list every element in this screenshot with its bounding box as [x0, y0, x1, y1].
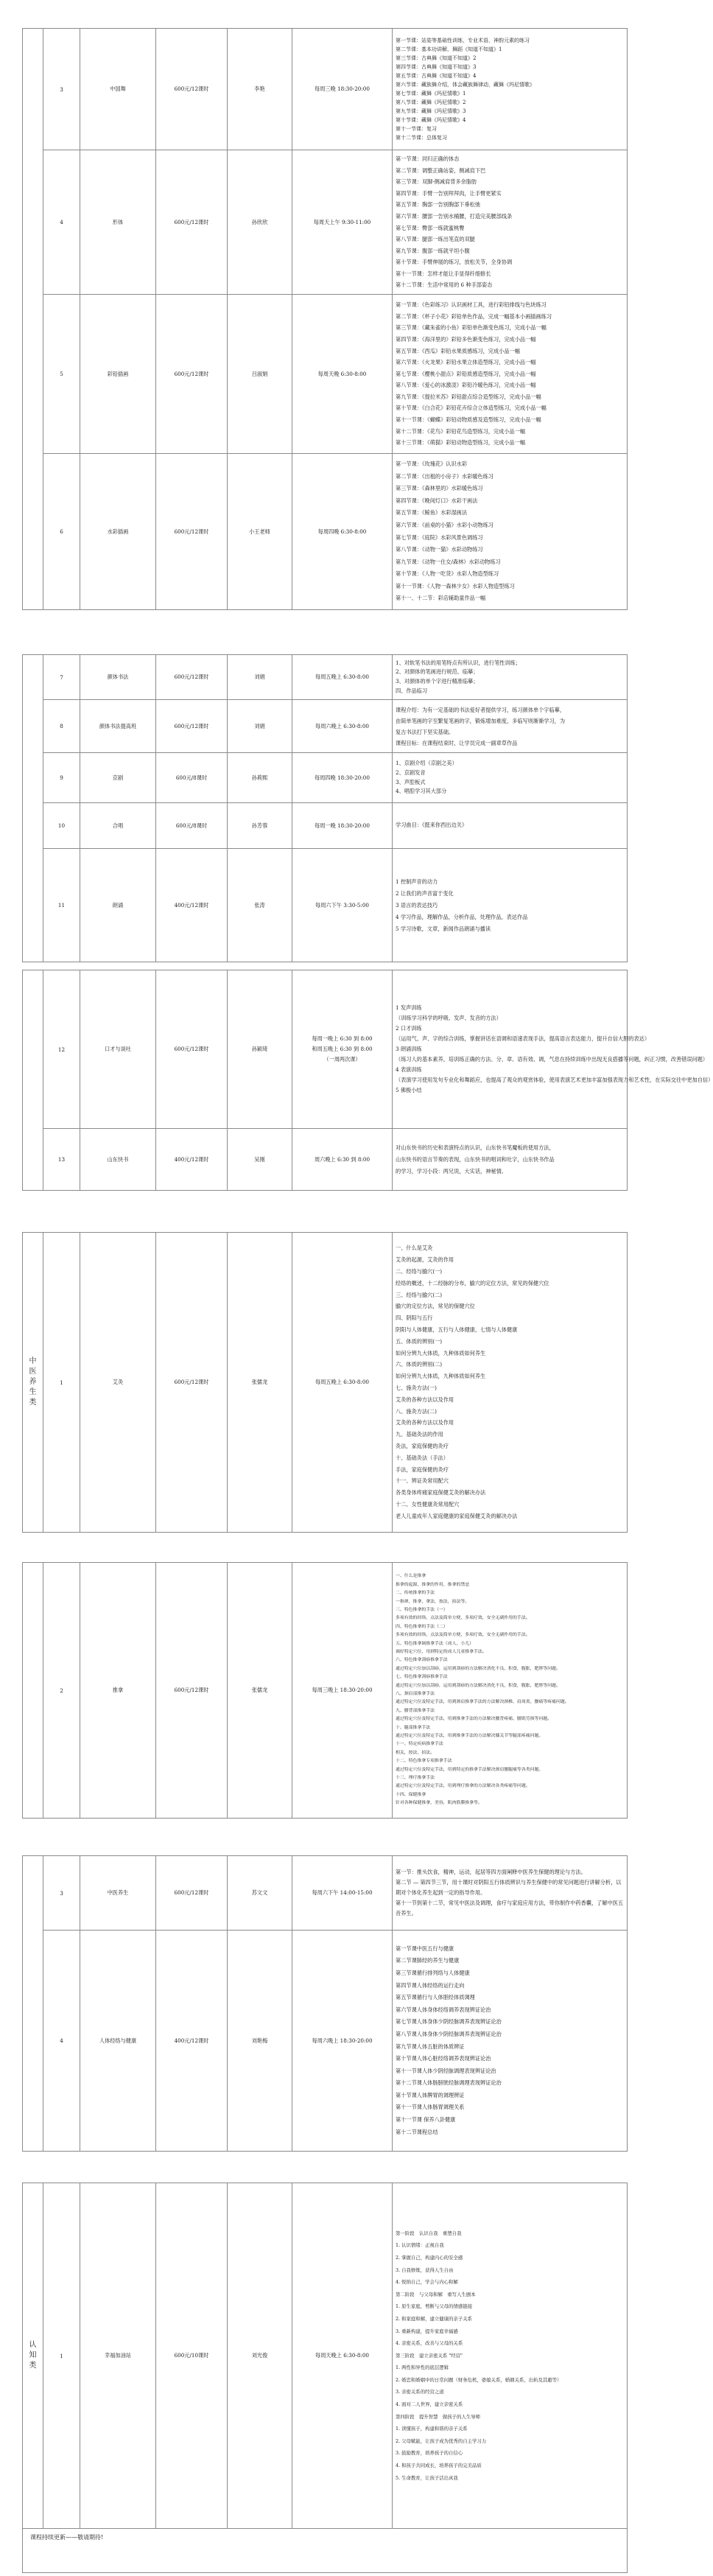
- course-time: 每周天晚 6:30-8:00: [292, 295, 393, 453]
- content-line: 调好特定穴位，用到特定的成人儿童推拿手法。: [396, 1649, 487, 1654]
- content-line: 1 控制声音的动力: [396, 878, 438, 885]
- course-fee: 600元/12课时: [156, 970, 228, 1128]
- content-line: 第三阶段 建立亲密关系 "经营": [396, 2352, 463, 2359]
- content-line: 二、经络与腧穴(一): [396, 1268, 443, 1275]
- content-line: 十一、特定疾病推拿手法: [396, 1742, 443, 1747]
- content-line: 第五节课：《西瓜》彩铅水果质感练习，完成小品一幅: [396, 347, 520, 354]
- content-line: 第九节课：腹部一练就平坦小腹: [396, 247, 470, 254]
- table-row: [43, 1930, 627, 2151]
- content-line: 第九节课：藏舞《玛尼情歌》3: [396, 108, 466, 114]
- content-line: 2 口才训练: [396, 1025, 422, 1032]
- table-row: [43, 848, 627, 962]
- course-content: [393, 1233, 627, 1532]
- course-number: 6: [43, 454, 80, 609]
- content-line: 第八节课：《爱心的冰激凌》彩铅冷暖色练习，完成小品一幅: [396, 382, 536, 389]
- course-fee: 600元/12课时: [156, 29, 228, 150]
- course-name: 颜体书法提高班: [80, 700, 156, 752]
- course-table-block-6: [22, 1855, 628, 2152]
- content-line: 第七节课：《庭院》水彩风景色调练习: [396, 533, 483, 541]
- content-line: 第二节课：调整正确站姿，侧减肩下巴: [396, 167, 486, 174]
- course-content: [393, 655, 627, 699]
- course-content: [393, 753, 627, 802]
- course-time: 每周三晚上 18:30-20:00: [292, 1563, 393, 1818]
- course-table-block-1: [22, 28, 628, 610]
- content-line: 第二节 — 第四节三节，用十课时对阴阳五行体质辨识与养生保健中的常见问题进行讲解分析，以期对个体化养生起到一定的指导作用。: [396, 1879, 622, 1896]
- course-table-block-4: [22, 1232, 628, 1533]
- course-fee: 600元/8课时: [156, 803, 228, 848]
- content-line: 经络的概述，十二经脉的分布，腧穴的定位方法，常见的保健穴位: [396, 1279, 549, 1287]
- content-line: 第十一、十二节：彩店辅助童作品一幅: [396, 595, 486, 602]
- content-line: 第二阶段 与父母和解 重写人生剧本: [396, 2291, 476, 2297]
- content-line: 多项有效的经络，点法及简单方便，多项疗效，安全无副作用的手法。: [396, 1616, 530, 1621]
- course-name: 幸福加油站: [80, 2183, 156, 2528]
- course-name: 水彩插画: [80, 454, 156, 609]
- course-name: 颜体书法: [80, 655, 156, 699]
- course-fee: 600元/12课时: [156, 454, 228, 609]
- content-line: 五、特色推拿调推拿手法（成人、小儿）: [396, 1641, 474, 1646]
- course-table-block-2: [22, 654, 628, 962]
- course-fee: 600元/12课时: [156, 150, 228, 294]
- content-line: 灸法，家庭保健的灸疗: [396, 1442, 449, 1449]
- content-line: 1. 两性和异性的底层逻辑: [396, 2365, 449, 2371]
- course-teacher: 张儒龙: [228, 1563, 292, 1818]
- content-line: （训练学习科学的呼吸、发声、发音的方法）: [396, 1015, 502, 1021]
- course-time: 每周六下午 3:30-5:00: [292, 849, 393, 962]
- content-line: 五、体质的辨别(一): [396, 1337, 443, 1345]
- content-line: 腧穴的定位方法，常见的保健穴位: [396, 1303, 475, 1310]
- course-time: 周六晚上 6:30 到 8:00: [292, 1129, 393, 1190]
- course-time: 每周天上午 9:30-11:00: [292, 150, 393, 294]
- content-line: 第八节课：腿部一练出笔直的双腿: [396, 236, 475, 243]
- content-line: 第三节课：双脚·侧减肩背多余脂肪: [396, 178, 477, 186]
- content-line: 第九节课：《动物一仕女/森林》水彩动物练习: [396, 558, 501, 565]
- course-fee: 600元/12课时: [156, 1856, 228, 1930]
- content-line: 3 朗诵训练: [396, 1046, 422, 1052]
- table-row: [43, 29, 627, 150]
- content-line: 第十一节课人体肠胃调理关系: [396, 2104, 465, 2111]
- content-line: 艾灸的各种方法以及作用: [396, 1396, 454, 1403]
- content-line: 推拿的起源，推拿的作用，推拿的禁忌: [396, 1582, 470, 1587]
- content-line: 第一节课：站姿等基础性训练，专业术语，神韵元素的练习: [396, 38, 530, 43]
- category-cell: [23, 29, 43, 609]
- course-table-block-7: [22, 2183, 628, 2529]
- content-line: 第一节课：同归正确的体态: [396, 155, 460, 162]
- content-line: 十四、保健推拿: [396, 1792, 426, 1797]
- content-line: 4. 和孩子共同成长，培养孩子的完美品质: [396, 2463, 482, 2469]
- content-line: 一指禅，推拿，拿法，按法，拍法等。: [396, 1599, 470, 1604]
- content-line: 六、特色推拿刮痧推拿手法: [396, 1658, 448, 1663]
- content-line: 第十一节课：复习: [396, 126, 437, 132]
- content-line: 第十节课人体心脏经络调养表现辨证论治: [396, 2055, 491, 2062]
- content-line: 4、唱腔学习其大部分: [396, 788, 447, 795]
- course-time: 每周五晚上 6:30-8:00: [292, 655, 393, 699]
- content-line: 第十节课：手臂伸展的练习，放松关节，全身协调: [396, 259, 513, 266]
- content-line: 5. 生命教育，让孩子活出真我: [396, 2474, 458, 2481]
- content-line: 第八节课：藏舞《玛尼情歌》2: [396, 99, 466, 105]
- content-line: 第七节课：臀部一练就蜜桃臀: [396, 224, 465, 231]
- content-line: 通过特定穴位加以刮痧，运用到刮痧的方法解决消化不良，积食，腹胀，肥胖等问题。: [396, 1666, 561, 1671]
- table-row: [43, 453, 627, 609]
- category-cell: 中医养生类: [23, 1233, 43, 1532]
- course-fee: 600元/12课时: [156, 295, 228, 453]
- content-line: 第九节课：《提拉米苏》彩铅甜点综合造型练习，完成小品一幅: [396, 393, 541, 400]
- content-line: 第十二节课人体肠膀胱经脉调理表现辨证论治: [396, 2079, 502, 2087]
- content-line: 1. 认识情绪：正视自我: [396, 2242, 444, 2249]
- course-name: 中医养生: [80, 1856, 156, 1930]
- content-line: 六、体质的辨别(二): [396, 1361, 443, 1368]
- course-time: 每周四晚 18:30-20:00: [292, 753, 393, 802]
- content-line: 通过特定穴位及特定手法，用到特定的推拿手法解决颈肩腰腿痛等各类问题。: [396, 1767, 544, 1772]
- course-teacher: 刘娟: [228, 700, 292, 752]
- content-line: 4. 悦纳自己，学会与内心和解: [396, 2279, 458, 2286]
- content-line: 艾灸的起源，艾灸的作用: [396, 1256, 454, 1264]
- content-line: 4 学习作品，理解作品，分析作品，处理作品，表达作品: [396, 913, 528, 920]
- course-time: 每周五晚上 6:30-8:00: [292, 1233, 393, 1532]
- course-number: 3: [43, 29, 80, 150]
- content-line: 第十二节课：生活中常用的 6 种手部姿态: [396, 281, 493, 289]
- content-line: 第八节课人体身体少阴经脉调养表现辨证论治: [396, 2030, 502, 2037]
- table-row: [43, 802, 627, 848]
- course-name: 合唱: [80, 803, 156, 848]
- content-line: 四、作品临习: [396, 687, 428, 694]
- content-line: 3、声腔板式: [396, 778, 426, 785]
- course-name: 山东快书: [80, 1129, 156, 1190]
- content-line: 三、特色推拿的手法（一）: [396, 1607, 448, 1612]
- content-line: 第五节课：《鲸鱼》水彩湿画法: [396, 509, 468, 517]
- category-cell: [23, 1563, 43, 1818]
- course-content: [393, 2183, 627, 2528]
- course-content: [393, 295, 627, 453]
- course-number: 11: [43, 849, 80, 962]
- content-line: 多项有效的经络，点法及简单方便，多项疗效，安全无副作用的手法。: [396, 1633, 530, 1638]
- table-row: [43, 1563, 627, 1818]
- content-line: 第十节课：藏舞《玛尼情歌》4: [396, 117, 466, 123]
- course-content: [393, 1129, 627, 1190]
- course-number: 4: [43, 150, 80, 294]
- content-line: 第八节课：《动物一猫》水彩动物练习: [396, 546, 483, 553]
- table-row: [43, 752, 627, 802]
- content-line: 1 发声训练: [396, 1004, 422, 1011]
- content-line: 第十一节课人体少阴经脉调理表现辨证论治: [396, 2067, 496, 2074]
- content-line: 七、施灸方法(一): [396, 1385, 437, 1391]
- content-line: 2 让我们的声音富于变化: [396, 889, 454, 897]
- course-teacher: 张涛: [228, 849, 292, 962]
- content-line: 3、对颜体的单个字进行精准临摹；: [396, 678, 479, 685]
- course-teacher: 刘光俊: [228, 2183, 292, 2528]
- content-line: 第四节课：《晚间灯口》水彩干画法: [396, 497, 478, 504]
- course-number: 8: [43, 700, 80, 752]
- content-line: 如何分辨九大体质，九种体质如何养生: [396, 1373, 486, 1380]
- course-name: 口才与谈吐: [80, 970, 156, 1128]
- content-line: 第三节课：古典舞《知道不知道》2: [396, 55, 477, 61]
- course-teacher: 孙莉熙: [228, 753, 292, 802]
- course-fee: 600元/12课时: [156, 1563, 228, 1818]
- content-line: 八、颈肩部推拿手法: [396, 1692, 435, 1696]
- content-line: 第十三节课：《萌猫》彩铅动物造型练习，完成小品一幅: [396, 439, 526, 447]
- content-line: 一、什么是艾灸: [396, 1245, 433, 1252]
- content-line: 第四节课：手臂一告别拜拜肉，让手臂更紧实: [396, 189, 502, 197]
- course-name: 朗诵: [80, 849, 156, 962]
- course-content: [393, 803, 627, 848]
- course-name: 彩铅插画: [80, 295, 156, 453]
- content-line: 第五节课：胸部一告别胸部下垂松弛: [396, 201, 481, 209]
- content-line: 第三节课：《森林里的》水彩暖色练习: [396, 485, 483, 492]
- content-line: 第一节：推头饮食，精神，运动，起居等四方面阐释中医养生保健的理论与方法。: [396, 1869, 586, 1875]
- content-line: 艾灸的各种方法以及作用: [396, 1419, 454, 1427]
- content-line: 课程介绍：为有一定基础的书法爱好者提供学习，练习颜体单个字临摹，: [396, 706, 566, 713]
- content-line: 老人儿童成年人家庭健康的家庭保健艾灸的解决办法: [396, 1512, 518, 1519]
- course-content: [393, 1931, 627, 2151]
- course-time: 每周三晚 18:30-20:00: [292, 29, 393, 150]
- content-line: 第六节课：《火龙果》彩铅水果立体造型练习，完成小品一幅: [396, 359, 536, 366]
- content-line: 第十一节课 保养八卦健康: [396, 2116, 456, 2124]
- content-line: 各类身体疼痛家庭保健艾灸的解决办法: [396, 1489, 486, 1497]
- course-content: [393, 454, 627, 609]
- table-row: [43, 1856, 627, 1930]
- content-line: 1. 读懂孩子，构建和谐的亲子关系: [396, 2426, 468, 2432]
- course-teacher: 张儒龙: [228, 1233, 292, 1532]
- course-fee: 400元/12课时: [156, 1931, 228, 2151]
- course-number: 3: [43, 1856, 80, 1930]
- course-number: 2: [43, 1563, 80, 1818]
- content-line: 第十一节课：怎样才能让手显得纤细修长: [396, 270, 491, 277]
- course-number: 5: [43, 295, 80, 453]
- course-number: 1: [43, 2183, 80, 2528]
- content-line: 第五节课：古典舞《知道不知道》4: [396, 73, 477, 79]
- content-line: 九、腰背部推拿手法: [396, 1708, 435, 1713]
- course-content: [393, 970, 713, 1128]
- content-line: 5 佛极小结: [396, 1087, 422, 1093]
- course-number: 4: [43, 1931, 80, 2151]
- course-number: 10: [43, 803, 80, 848]
- course-name: 中国舞: [80, 29, 156, 150]
- content-line: 的学习，学习小段：两兄说，大实话，神秘情。: [396, 1167, 507, 1175]
- content-line: 第十一节课：《人物一森林少女》水彩人物造型练习: [396, 582, 515, 589]
- course-number: 13: [43, 1129, 80, 1190]
- category-cell: [23, 1856, 43, 2151]
- course-time: 每周天晚上 6:30-8:00: [292, 2183, 393, 2528]
- content-line: 课程目标：在课程结束时，让学员完成一副章草作品: [396, 739, 518, 746]
- content-line: 2. 和家庭和解，建立健康的亲子关系: [396, 2315, 472, 2322]
- content-line: 2. 婚恋和婚姻中的日常问题（财务危机，婆媳关系，婚姻关系，出轨及其避等）: [396, 2376, 562, 2383]
- content-line: 九、基础灸法的作用: [396, 1431, 443, 1438]
- course-fee: 600元/12课时: [156, 1233, 228, 1532]
- table-row: [43, 970, 713, 1128]
- content-line: 第十节课：《人物一吃货》水彩人物造型练习: [396, 570, 499, 578]
- course-fee: 600元/12课时: [156, 700, 228, 752]
- content-line: 八、施灸方法(二): [396, 1407, 437, 1415]
- course-number: 12: [43, 970, 80, 1128]
- content-line: 一、什么是推拿: [396, 1574, 426, 1579]
- course-teacher: 刘艳梅: [228, 1931, 292, 2151]
- content-line: （表演学习使用发句专业化和舞蹈应，也提高了观众的观赏体验，使用表演艺术更加丰富加强表现力和艺术性，在实际交往中更加自信）: [396, 1077, 713, 1083]
- content-line: 第七节课：《樱桃小甜点》彩铅质感造型练习，完成小品一幅: [396, 370, 536, 377]
- content-line: 第三节课：《藏朱雀的小鱼》彩铅单色渐变色练习，完成小品一幅: [396, 324, 547, 332]
- course-time: 每周六晚上 18:30-20:00: [292, 1931, 393, 2151]
- content-line: 1、京剧介绍（京剧之美）: [396, 760, 457, 767]
- content-line: 十、基础灸法（手法）: [396, 1454, 449, 1461]
- course-teacher: 小王老师: [228, 454, 292, 609]
- table-row: [43, 1233, 627, 1532]
- course-fee: 600元/8课时: [156, 753, 228, 802]
- course-content: [393, 700, 627, 752]
- table-row: [43, 699, 627, 752]
- content-line: 如何分辨九大体质，九种体质如何养生: [396, 1349, 486, 1357]
- course-fee: 600元/10课时: [156, 2183, 228, 2528]
- course-teacher: 苏文文: [228, 1856, 292, 1930]
- course-time: 每周六晚上 6:30-8:00: [292, 700, 393, 752]
- content-line: 对山东快书的历史和表演特点的认识，山东快书笔魔板的使用方法，: [396, 1144, 555, 1151]
- course-time: 每周一晚上 6:30 到 8:00 和周五晚上 6:30 到 8:00 （一周两次课）: [292, 970, 393, 1128]
- content-line: （运用气、声、字的综合训练，掌握讲话在语调和语速表现手法，提高语言表达能力，提升自信大胆的表达）: [396, 1035, 650, 1042]
- content-line: 第一阶段 认识自我 重塑自我: [396, 2230, 462, 2236]
- content-line: 第十二节课：《花鸟》彩铅花鸟造型练习，完成小品一幅: [396, 427, 526, 435]
- content-line: 4. 面对二人世界，建立亲密关系: [396, 2401, 463, 2408]
- course-teacher: 刘娟: [228, 655, 292, 699]
- content-line: 通过特定穴位加以刮痧，运用到刮痧的方法解决消化不良，积食，腹胀，肥胖等问题。: [396, 1683, 561, 1688]
- content-line: 通过特定穴位及特定手法，用到颈肩推拿手法的方法解决颈椎，肩周炎、腰痛等疼痛问题。: [396, 1700, 569, 1705]
- content-line: 四、特色推拿的手法（二）: [396, 1624, 448, 1629]
- content-line: 学习曲目：《挺来你西出边关》: [396, 822, 468, 829]
- content-line: 4. 亲密关系，改善与父母的关系: [396, 2340, 463, 2347]
- content-line: 第五节课循行与人体胆经体质调理: [396, 1994, 475, 2001]
- content-line: 通过特定穴位及特定手法，用到推拿手法的方法解决腰背疼痛、腰肌劳损等问题。: [396, 1717, 552, 1722]
- course-number: 1: [43, 1233, 80, 1532]
- content-line: 第六节课：藏族舞介绍，体会藏族舞律动，藏舞《玛尼情歌》: [396, 82, 535, 88]
- content-line: 第七节课人体身体少阴经脉调养表现辨证论治: [396, 2018, 502, 2026]
- content-line: 十三、理疗推拿手法: [396, 1776, 435, 1781]
- course-teacher: 孙欣欣: [228, 150, 292, 294]
- content-line: 1. 原生家庭，剪断与父母的情感链接: [396, 2303, 472, 2310]
- content-line: 第十一节课：《蝴蝶》彩铅动物质感及造型练习，完成小品一幅: [396, 416, 541, 424]
- content-line: 十二、女性健康灸常用配穴: [396, 1500, 460, 1508]
- course-number: 9: [43, 753, 80, 802]
- content-line: 手法，家庭保健的灸疗: [396, 1466, 449, 1473]
- category-cell: [23, 655, 43, 962]
- content-line: 十一、辨证灸常用配穴: [396, 1477, 449, 1485]
- content-line: 3. 鼓励教育，培养孩子的自信心: [396, 2450, 463, 2457]
- content-line: 三、经络与腧穴(二): [396, 1291, 443, 1298]
- content-line: 第二节课：基本功讲解，舞蹈《知道不知道》1: [396, 46, 502, 52]
- content-line: 第二节课：《出租的小房子》水彩暖色练习: [396, 472, 494, 480]
- content-line: 第四节课：古典舞《知道不知道》3: [396, 64, 477, 70]
- course-name: 人体经络与健康: [80, 1931, 156, 2151]
- table-row: [43, 655, 627, 699]
- content-line: 2. 掌握自己，构建内心的安全感: [396, 2254, 463, 2261]
- course-number: 7: [43, 655, 80, 699]
- content-line: 4 表演训练: [396, 1066, 422, 1073]
- content-line: 由简单笔画的字至繁复笔画的字，锻炼增加难度，多临写则渐渐学习，为: [396, 717, 566, 724]
- content-line: 复古书法打下坚实基础。: [396, 728, 454, 735]
- content-line: 第二节课肺经的养生与健康: [396, 1957, 460, 1964]
- content-line: 第十二节课：总体复习: [396, 135, 447, 141]
- course-name: 推拿: [80, 1563, 156, 1818]
- content-line: 第十节课人体脾胃的调理辨证: [396, 2091, 465, 2099]
- content-line: 第三节课循行排列络与人体健康: [396, 1969, 470, 1976]
- content-line: 十、腿部推拿手法: [396, 1725, 431, 1730]
- content-line: 第四阶段 提升智慧 做孩子的人生导师: [396, 2413, 481, 2420]
- course-table-block-3: [22, 970, 713, 1191]
- content-line: 相关，按法，拍法。: [396, 1750, 435, 1755]
- course-content: [393, 150, 627, 294]
- content-line: 1、对软笔书法的用笔特点有所认识，进行笔性训练；: [396, 659, 521, 666]
- content-line: 2. 父母赋能，让孩子成为优秀的自主学习力: [396, 2437, 487, 2444]
- course-fee: 600元/12课时: [156, 655, 228, 699]
- content-line: 第十二节课程总结: [396, 2128, 438, 2135]
- course-content: [393, 29, 627, 150]
- course-name: 形体: [80, 150, 156, 294]
- content-line: 第一节课：《色彩练习》认识画材工具，进行彩铅排线与色块练习: [396, 301, 547, 309]
- course-fee: 400元/12课时: [156, 1129, 228, 1190]
- content-line: 第十一节到第十二节，常见中医法及调理，食疗与家庭应用方法，带你制作中药香囊，了解中医五音养生。: [396, 1900, 624, 1917]
- content-line: 第一节课：《玫瑰花》认识水彩: [396, 460, 468, 467]
- content-line: 3. 亲密关系的经营之道: [396, 2389, 444, 2395]
- content-line: 二、传统推拿的手法: [396, 1591, 435, 1596]
- content-line: 第四节课：《海洋里的》彩铅多色渐变色练习，完成小品一幅: [396, 335, 536, 343]
- content-line: 2、京剧发音: [396, 769, 426, 776]
- content-line: 第七节课：藏舞《玛尼情歌》1: [396, 91, 466, 97]
- course-time: 每周四晚 6:30-8:00: [292, 454, 393, 609]
- table-row: [43, 2183, 627, 2528]
- course-content: [393, 1856, 627, 1930]
- footer-note: 课程持续更新——敬请期待!: [22, 2529, 628, 2573]
- course-teacher: 李艳: [228, 29, 292, 150]
- content-line: 山东快书的语言节奏的表现，山东快书的唱词和吐字，山东快书作品: [396, 1155, 555, 1163]
- category-cell: [23, 970, 43, 1190]
- course-teacher: 孙芳蓉: [228, 803, 292, 848]
- content-line: 第九节课人体五脏的体质辨证: [396, 2043, 465, 2050]
- course-name: 艾灸: [80, 1233, 156, 1532]
- content-line: 通过特定穴位及特定手法，用到推拿手法的方法解决膝关节等腿部疼痛问题。: [396, 1734, 544, 1739]
- content-line: 第十节课：《白合花》彩铅花卉综合立体造型练习，完成小品一幅: [396, 405, 547, 412]
- course-time: 每周一晚 18:30-20:00: [292, 803, 393, 848]
- course-fee: 400元/12课时: [156, 849, 228, 962]
- course-content: [393, 849, 627, 962]
- content-line: 第四节课人体经络的运行走向: [396, 1981, 465, 1989]
- content-line: 5 学习诗歌，文章，新闻作品朗诵与播读: [396, 925, 491, 932]
- content-line: 第二节课：《杯子小花》彩铅单色作品，完成一幅基本小画插画练习: [396, 312, 552, 320]
- course-time: 每周六下午 14:00-15:00: [292, 1856, 393, 1930]
- content-line: 十二、特色推拿专项推拿手法: [396, 1759, 452, 1764]
- course-content: [393, 1563, 627, 1818]
- table-row: [43, 1128, 627, 1190]
- category-cell: 认知类: [23, 2183, 43, 2528]
- content-line: 第六节课人体身体经络调养表现辨证论治: [396, 2006, 491, 2013]
- content-line: 2、对颜体的笔画进行规范、临摹；: [396, 668, 479, 676]
- content-line: 3. 重新构建，提升家庭幸福感: [396, 2328, 458, 2334]
- content-line: 七、特色推拿刮痧推拿手法: [396, 1675, 448, 1680]
- content-line: 第六节课：腰部一告别水桶腰，打造完美腰部线条: [396, 212, 513, 220]
- content-line: 阴阳与人体健康，五行与人体健康，七情与人体健康: [396, 1326, 518, 1334]
- content-line: （练习人的基本素养，培训练正确的方法、分、章、语有效、调，气息在持续训练中出现无良搭播等问题，纠正习惯，改善错误问题）: [396, 1056, 709, 1063]
- table-row: [43, 150, 627, 294]
- course-teacher: 吴刚: [228, 1129, 292, 1190]
- course-teacher: 孙颖琦: [228, 970, 292, 1128]
- content-line: 四、阴阳与五行: [396, 1315, 433, 1322]
- content-line: 第一节课中医五行与健康: [396, 1945, 454, 1952]
- table-row: [43, 294, 627, 453]
- content-line: 第六节课：《前桌的小猫》水彩小动物练习: [396, 521, 494, 528]
- course-teacher: 吕淑娟: [228, 295, 292, 453]
- course-name: 京剧: [80, 753, 156, 802]
- content-line: 通过特定穴位及特定手法，用到理疗推拿的方法解决各类疼痛等问题。: [396, 1784, 530, 1789]
- content-line: 针对各种保健推拿，美容，肌肉筋膜推拿等。: [396, 1801, 482, 1806]
- content-line: 3 语言的表达技巧: [396, 901, 438, 909]
- content-line: 3. 自我修炼，获得人生自由: [396, 2267, 454, 2273]
- course-table-block-5: [22, 1562, 628, 1819]
